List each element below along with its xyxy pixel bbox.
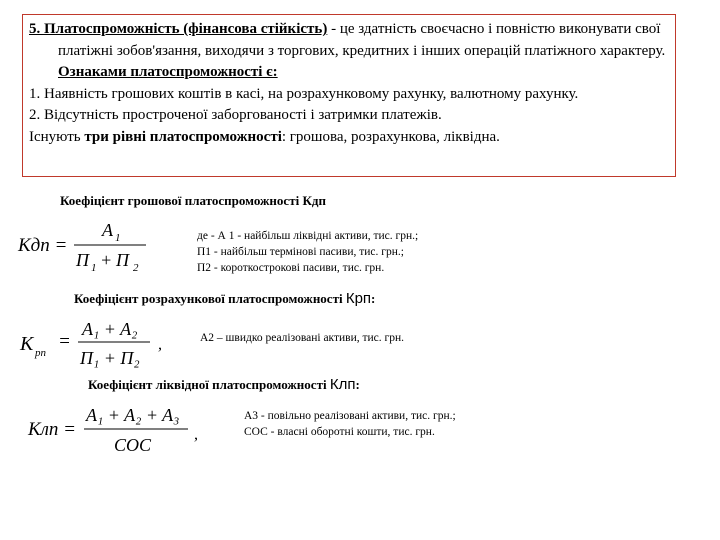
cash-numerator-sub: 1: [115, 232, 121, 244]
settlement-comma: ,: [158, 336, 162, 353]
liquid-numerator: A₁ + A₂ + A₃: [86, 405, 180, 425]
sign-item-1: 1. Наявність грошових коштів в касі, на розрахунковому рахунку, валютному рахунку.: [29, 85, 579, 102]
liquid-symbol: Клп: [329, 376, 356, 393]
cash-heading-text: Коефіцієнт грошової платоспроможності: [60, 193, 303, 208]
cash-formula-lhs: Кдп =: [18, 235, 68, 256]
definition-box: [22, 14, 676, 177]
cash-den-b: П: [116, 250, 129, 270]
settlement-lhs-k: K: [20, 333, 34, 355]
definition-title: 5. Платоспроможність (фінансова стійкість): [29, 21, 328, 37]
liquid-note-1: А3 - повільно реалізовані активи, тис. грн.;: [244, 410, 456, 422]
definition-paragraph: [29, 19, 669, 84]
settlement-formula: [20, 316, 170, 374]
cash-note-2: П1 - найбільш термінові пасиви, тис. грн.;: [197, 246, 404, 258]
cash-numerator: A: [102, 220, 113, 240]
liquid-lhs: Клп =: [28, 419, 76, 440]
settlement-symbol: Крп: [345, 290, 372, 307]
settlement-numerator: A₁ + A₂: [82, 319, 138, 339]
liquid-note-2: СОС - власні оборотні кошти, тис. грн.: [244, 426, 435, 438]
liquid-notes: [244, 408, 456, 440]
settlement-note: А2 – швидко реалізовані активи, тис. грн.: [200, 332, 405, 344]
settlement-notes: [200, 330, 404, 346]
cash-note-1: де - А 1 - найбільш ліквідні активи, тис. грн.;: [197, 230, 419, 242]
settlement-denominator: П₁ + П₂: [80, 348, 140, 368]
levels-prefix: Існують: [29, 128, 85, 145]
cash-den-plus: +: [100, 250, 113, 270]
levels-line: [29, 127, 669, 149]
cash-symbol: Кдп: [302, 193, 326, 208]
cash-notes: [197, 228, 418, 276]
settlement-heading-text: Коефіцієнт розрахункової платоспроможності: [74, 291, 346, 306]
settlement-eq: =: [58, 331, 71, 352]
definition-text: - це здатність своєчасно і повністю виконувати свої платіжні зобов'язання, виходячи з торгових, кредитних і інших операцій платіжного характеру.: [58, 21, 666, 59]
cash-note-3: П2 - короткострокові пасиви, тис. грн.: [197, 262, 385, 274]
cash-den-a: П: [76, 250, 89, 270]
levels-rest: : грошова, розрахункова, ліквідна.: [281, 128, 500, 145]
cash-den-a-sub: 1: [91, 262, 97, 274]
liquid-comma: ,: [194, 426, 198, 443]
settlement-lhs-sub: рп: [35, 347, 46, 359]
liquid-denominator: COC: [114, 435, 152, 455]
cash-formula: [18, 218, 158, 276]
liquid-colon: :: [355, 377, 360, 392]
cash-coef-heading: [60, 193, 326, 209]
cash-den-b-sub: 2: [133, 262, 139, 274]
liquid-coef-heading: [88, 376, 360, 393]
levels-bold: три рівні платоспроможності: [84, 128, 282, 145]
liquid-formula: [28, 403, 203, 461]
sign-item-2: 2. Відсутність простроченої заборгованості і затримки платежів.: [29, 107, 442, 123]
signs-label: Ознаками платоспроможності є:: [58, 64, 278, 80]
settlement-colon: :: [371, 291, 376, 306]
settlement-coef-heading: [74, 290, 375, 307]
liquid-heading-text: Коефіцієнт ліквідної платоспроможності: [88, 377, 330, 392]
